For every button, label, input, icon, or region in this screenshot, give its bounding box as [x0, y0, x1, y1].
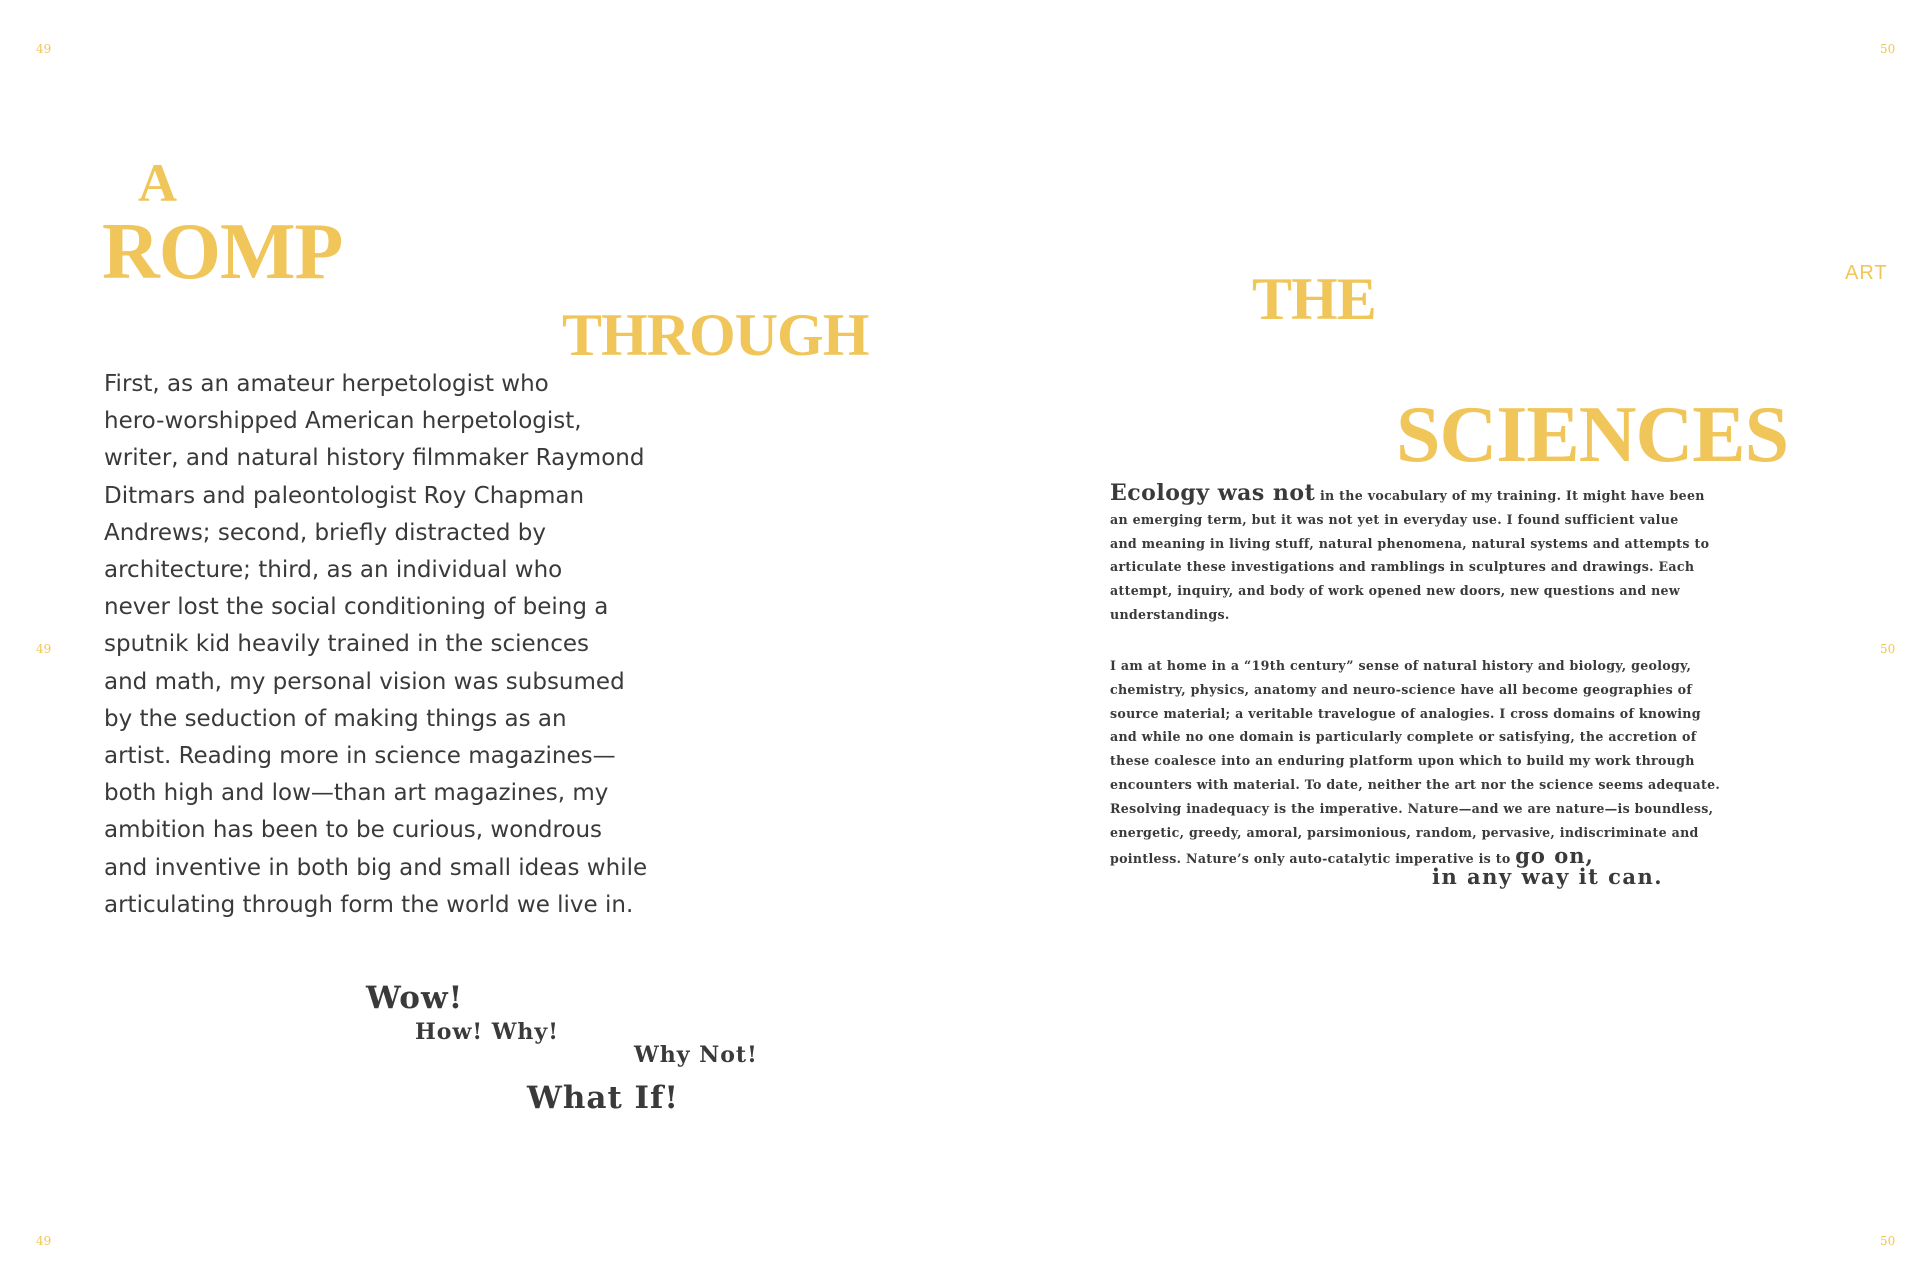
big-phrase-go-on: go on,	[1515, 843, 1594, 869]
left-body-line: by the seduction of making things as an	[104, 705, 567, 732]
left-body-line: never lost the social conditioning of being a	[104, 594, 609, 621]
paragraph-line: chemistry, physics, anatomy and neuro-science have all become geographies of	[1110, 681, 1693, 697]
left-body-line: articulating through form the world we live in.	[104, 891, 634, 918]
left-body-text	[104, 366, 664, 924]
left-body-line: hero-worshipped American herpetologist,	[104, 408, 582, 435]
title-word-the: THE	[1252, 266, 1376, 332]
exclamation-how-why: How! Why!	[415, 1019, 559, 1045]
title-word-through: THROUGH	[562, 302, 869, 368]
paragraph-line: an emerging term, but it was not yet in everyday use. I found sufficient value	[1110, 511, 1679, 527]
paragraph-line: source material; a veritable travelogue of analogies. I cross domains of knowing	[1110, 705, 1701, 721]
paragraph-line: I am at home in a “19th century” sense of natural history and biology, geology,	[1110, 658, 1692, 673]
page-number-right-top: 50	[1880, 42, 1896, 56]
left-body-line: writer, and natural history filmmaker Raymond	[104, 445, 645, 472]
title-word-sciences: SCIENCES	[1396, 391, 1789, 479]
left-body-line: and math, my personal vision was subsumed	[104, 668, 625, 695]
exclamation-wow: Wow!	[366, 980, 464, 1016]
lead-phrase: Ecology was not	[1110, 480, 1316, 506]
paragraph-line: attempt, inquiry, and body of work opened new doors, new questions and new	[1110, 583, 1681, 599]
left-body-line: sputnik kid heavily trained in the sciences	[104, 631, 589, 658]
paragraph-line-last: pointless. Nature’s only auto-catalytic imperative is to	[1110, 851, 1511, 867]
paragraph-line: and while no one domain is particularly complete or satisfying, the accretion of	[1110, 729, 1697, 745]
page-number-left-bottom: 49	[36, 1234, 52, 1248]
paragraph-line: encounters with material. To date, neither the art nor the science seems adequate.	[1110, 776, 1721, 792]
section-label: ART	[1845, 262, 1888, 284]
paragraph-line: articulate these investigations and ramblings in sculptures and drawings. Each	[1110, 559, 1695, 575]
exclamation-why-not: Why Not!	[634, 1042, 758, 1068]
title-word-a: A	[138, 153, 176, 213]
paragraph-natural-history	[1110, 654, 1730, 871]
paragraph-line: energetic, greedy, amoral, parsimonious, random, pervasive, indiscriminate and	[1110, 824, 1699, 840]
page-number-right-middle: 50	[1880, 642, 1896, 656]
left-body-line: and inventive in both big and small ideas while	[104, 854, 648, 881]
paragraph-line: and meaning in living stuff, natural phenomena, natural systems and attempts to	[1110, 535, 1710, 551]
page-number-left-middle: 49	[36, 642, 52, 656]
left-body-line: ambition has been to be curious, wondrous	[104, 817, 603, 844]
paragraph-line-rest: in the vocabulary of my training. It might have been	[1319, 488, 1705, 503]
exclamation-what-if: What If!	[527, 1080, 679, 1116]
paragraph-line: these coalesce into an enduring platform upon which to build my work through	[1110, 753, 1695, 769]
page-number-right-bottom: 50	[1880, 1234, 1896, 1248]
left-body-line: Ditmars and paleontologist Roy Chapman	[104, 482, 585, 509]
left-body-line: both high and low—than art magazines, my	[104, 780, 609, 807]
left-body-line: First, as an amateur herpetologist who	[104, 371, 549, 397]
paragraph-line: Resolving inadequacy is the imperative. Nature—and we are nature—is boundless,	[1110, 800, 1714, 816]
paragraph-line	[1110, 482, 1730, 508]
title-word-romp: ROMP	[102, 208, 343, 296]
big-phrase-in-any-way: in any way it can.	[1432, 864, 1664, 889]
paragraph-ecology	[1110, 482, 1730, 627]
page-number-left-top: 49	[36, 42, 52, 56]
paragraph-line: understandings.	[1110, 606, 1230, 622]
left-body-line: Andrews; second, briefly distracted by	[104, 519, 546, 546]
left-body-line: architecture; third, as an individual who	[104, 557, 563, 584]
left-body-line: artist. Reading more in science magazines—	[104, 743, 616, 770]
